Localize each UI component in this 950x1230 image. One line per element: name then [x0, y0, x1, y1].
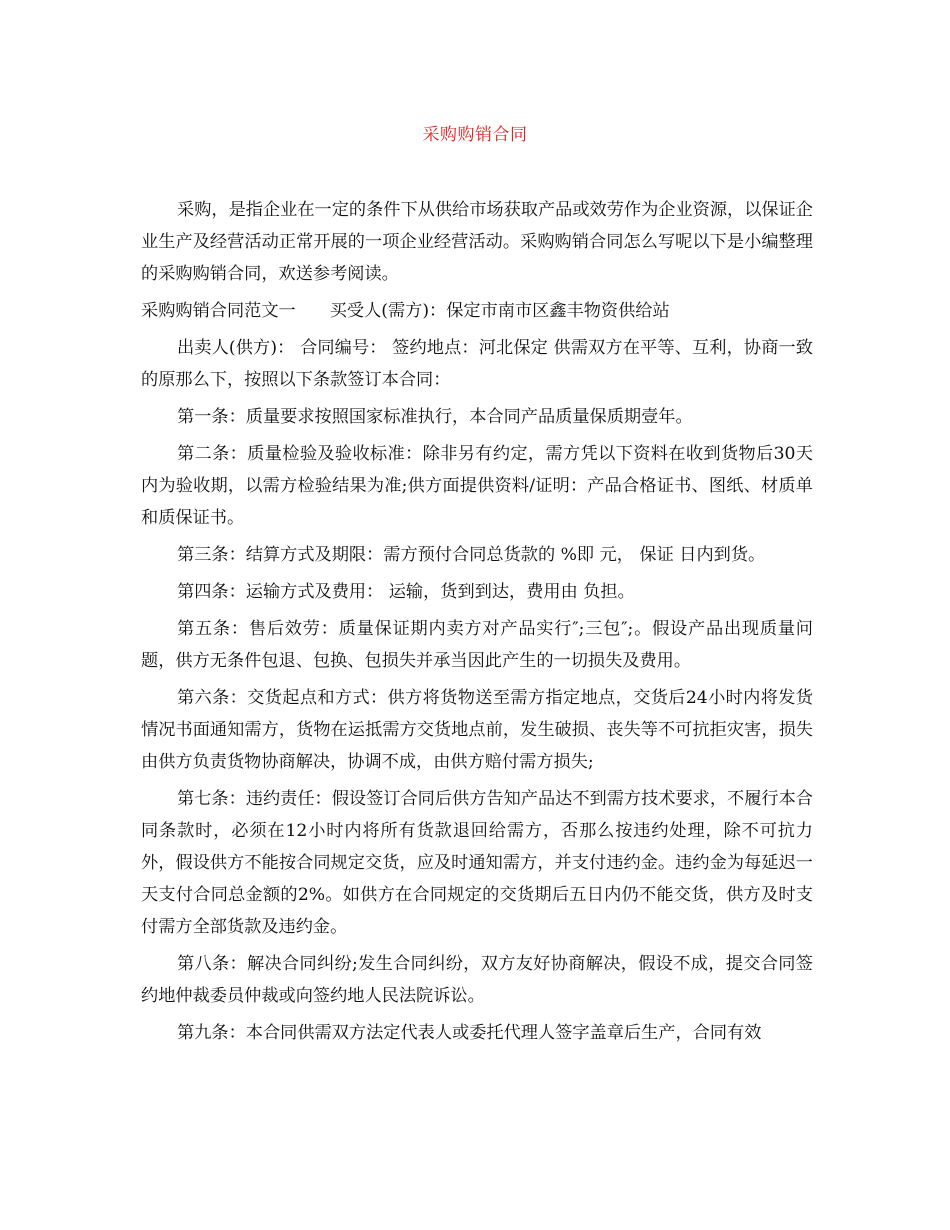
clause-8: 第八条：解决合同纠纷;发生合同纠纷，双方友好协商解决，假设不成，提交合同签约地仲裁委员仲裁或向签约地人民法院诉讼。	[141, 954, 813, 1006]
sample-heading: 采购购销合同范文一	[141, 301, 296, 321]
clause-1: 第一条：质量要求按照国家标准执行，本合同产品质量保质期壹年。	[177, 407, 693, 427]
document-body	[141, 194, 813, 1054]
clause-3: 第三条：结算方式及期限：需方预付合同总货款的 %即 元， 保证 日内到货。	[177, 545, 766, 565]
seller-paragraph: 出卖人(供方)： 合同编号： 签约地点：河北保定 供需双方在平等、互利，协商一致的原那么下，按照以下条款签订本合同：	[141, 338, 813, 390]
clause-5: 第五条：售后效劳：质量保证期内卖方对产品实行″;三包″;。假设产品出现质量问题，供方无条件包退、包换、包损失并承当因此产生的一切损失及费用。	[141, 619, 813, 671]
clause-9: 第九条：本合同供需双方法定代表人或委托代理人签字盖章后生产，合同有效	[177, 1023, 762, 1043]
document-title: 采购购销合同	[422, 125, 528, 145]
intro-paragraph: 采购，是指企业在一定的条件下从供给市场获取产品或效劳作为企业资源，以保证企业生产及经营活动正常开展的一项企业经营活动。采购购销合同怎么写呢以下是小编整理的采购购销合同，欢送参考阅读。	[141, 200, 813, 284]
buyer-line: 买受人(需方)：保定市南市区鑫丰物资供给站	[329, 301, 670, 321]
sample-heading-line	[141, 295, 813, 327]
clause-7: 第七条：违约责任：假设签订合同后供方告知产品达不到需方技术要求，不履行本合同条款时，必须在12小时内将所有货款退回给需方，否那么按违约处理，除不可抗力外，假设供方不能按合同规定交货，应及时通知需方，并支付违约金。违约金为每延迟一天支付合同总金额的2%。如供方在合同规定的交货期后五日内仍不能交货，供方及时支付需方全部货款及违约金。	[141, 789, 813, 937]
clause-6: 第六条：交货起点和方式：供方将货物送至需方指定地点，交货后24小时内将发货情况书面通知需方，货物在运抵需方交货地点前，发生破损、丧失等不可抗拒灾害，损失由供方负责货物协商解决，协调不成，由供方赔付需方损失;	[141, 688, 813, 772]
clause-4: 第四条：运输方式及费用： 运输，货到到达，费用由 负担。	[177, 582, 635, 602]
clause-2: 第二条：质量检验及验收标准：除非另有约定，需方凭以下资料在收到货物后30天内为验收期，以需方检验结果为准;供方面提供资料/证明：产品合格证书、图纸、材质单和质保证书。	[141, 444, 813, 528]
